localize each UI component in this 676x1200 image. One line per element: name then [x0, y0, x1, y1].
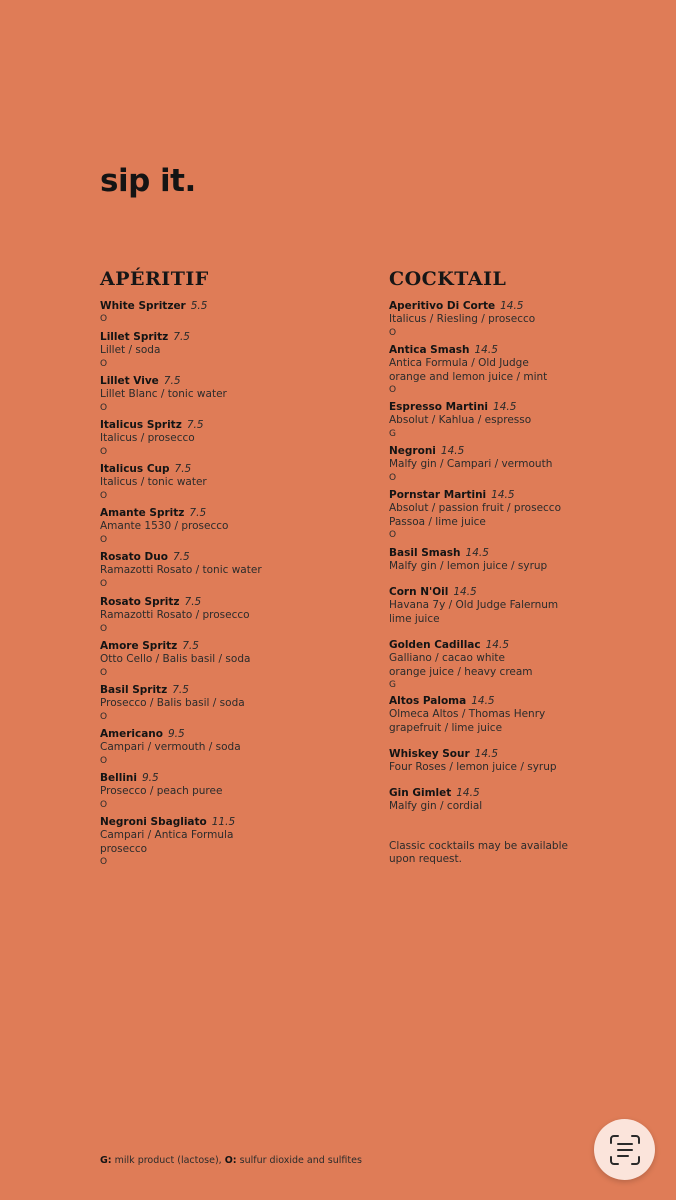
menu-item-name: Lillet Spritz: [100, 331, 169, 343]
menu-item-description: Campari / vermouth / soda: [100, 741, 241, 754]
menu-item-description: Malfy gin / Campari / vermouth: [389, 458, 553, 471]
menu-item-price: 14.5: [500, 300, 524, 312]
menu-item-description: Absolut / Kahlua / espresso: [389, 414, 532, 427]
menu-item-name: Americano: [100, 728, 163, 740]
menu-item-heading: [389, 300, 589, 313]
menu-item-heading: [389, 695, 589, 708]
menu-item-price: 7.5: [174, 463, 192, 475]
allergen-marker: O: [100, 402, 108, 413]
allergen-marker: O: [100, 623, 108, 634]
menu-item-heading: [100, 375, 350, 388]
menu-item-price: 14.5: [493, 401, 517, 413]
menu-item-name: Basil Spritz: [100, 684, 168, 696]
menu-item-price: 7.5: [186, 419, 204, 431]
menu-item-heading: [389, 748, 589, 761]
menu-item-heading: [389, 787, 589, 800]
allergen-marker: O: [389, 327, 397, 338]
allergen-marker: G: [389, 428, 396, 439]
menu-item: [100, 375, 350, 414]
allergen-marker: O: [100, 446, 108, 457]
menu-item-heading: [389, 586, 589, 599]
menu-item-description: Galliano / cacao white: [389, 652, 505, 665]
allergen-text-g: milk product (lactose),: [114, 1155, 222, 1166]
menu-item-description: Campari / Antica Formula: [100, 829, 234, 842]
scan-text-icon: [608, 1133, 642, 1167]
menu-item-description: Italicus / tonic water: [100, 476, 207, 489]
aperitif-title: APÉRITIF: [100, 268, 209, 290]
menu-item-price: 14.5: [474, 748, 499, 760]
menu-item-heading: [100, 596, 350, 609]
menu-item-heading: [100, 684, 350, 697]
menu-item-name: Italicus Cup: [100, 463, 170, 475]
menu-item-name: Basil Smash: [389, 547, 461, 559]
menu-item: [100, 551, 350, 590]
menu-item-price: 7.5: [182, 640, 199, 652]
menu-item-price: 7.5: [163, 375, 181, 387]
menu-item-description: Olmeca Altos / Thomas Henry: [389, 708, 546, 721]
menu-item-price: 7.5: [184, 596, 202, 608]
menu-item-description: Lillet / soda: [100, 344, 161, 357]
menu-item-heading: [389, 344, 589, 357]
menu-item: [100, 507, 350, 546]
menu-item-heading: [389, 401, 589, 414]
brand-title: sip it.: [100, 163, 196, 199]
menu-item: [100, 596, 350, 635]
allergen-marker: O: [100, 358, 108, 369]
menu-item: [389, 787, 589, 814]
menu-item-description: Havana 7y / Old Judge Falernum: [389, 599, 559, 612]
menu-item: [389, 695, 589, 735]
menu-item-name: Rosato Duo: [100, 551, 168, 563]
menu-item-description: Passoa / lime juice: [389, 515, 486, 528]
menu-item-name: Gin Gimlet: [389, 787, 452, 799]
menu-item-description: Ramazotti Rosato / tonic water: [100, 564, 262, 577]
menu-item-price: 5.5: [190, 300, 208, 312]
menu-item-price: 14.5: [485, 639, 510, 651]
menu-item-description: Antica Formula / Old Judge: [389, 357, 529, 370]
menu-item-description: Malfy gin / lemon juice / syrup: [389, 560, 548, 573]
menu-item: [389, 489, 589, 541]
menu-item-name: Negroni: [389, 445, 436, 457]
menu-item: [389, 344, 589, 396]
menu-item-heading: [100, 772, 350, 785]
allergen-marker: O: [100, 314, 108, 325]
menu-item-heading: [389, 639, 589, 652]
menu-item-description: Italicus / Riesling / prosecco: [389, 313, 536, 326]
menu-item: [100, 684, 350, 723]
menu-item: [100, 816, 350, 868]
menu-item-name: Whiskey Sour: [389, 748, 470, 760]
menu-item-name: Amante Spritz: [100, 507, 185, 519]
allergen-marker: O: [100, 856, 108, 867]
menu-item-name: Altos Paloma: [389, 695, 467, 707]
menu-item-price: 14.5: [465, 547, 489, 559]
menu-item-price: 7.5: [172, 684, 189, 696]
menu-item-name: Bellini: [100, 772, 137, 784]
menu-item: [389, 586, 589, 626]
allergen-marker: G: [389, 679, 396, 690]
allergen-marker: O: [389, 472, 397, 483]
menu-item-price: 9.5: [142, 772, 159, 784]
menu-item-description: Ramazotti Rosato / prosecco: [100, 609, 250, 622]
menu-item-heading: [100, 551, 350, 564]
allergen-marker: O: [100, 799, 108, 810]
cocktail-note: Classic cocktails may be available upon request.: [389, 840, 568, 866]
cocktail-title: COCKTAIL: [389, 268, 507, 290]
menu-item: [100, 419, 350, 458]
menu-item-name: Amore Spritz: [100, 640, 178, 652]
menu-item-name: Italicus Spritz: [100, 419, 182, 431]
menu-item: [100, 728, 350, 767]
menu-item-price: 7.5: [189, 507, 207, 519]
allergen-footnote: [100, 1155, 362, 1166]
allergen-marker: O: [389, 384, 397, 395]
menu-item-price: 14.5: [440, 445, 465, 457]
menu-item: [100, 331, 350, 370]
allergen-marker: O: [100, 711, 108, 722]
menu-item-name: Pornstar Martini: [389, 489, 487, 501]
menu-item-price: 7.5: [173, 331, 190, 343]
menu-item-description: prosecco: [100, 842, 148, 855]
menu-item-price: 11.5: [211, 816, 236, 828]
menu-item-description: grapefruit / lime juice: [389, 721, 503, 734]
allergen-marker: O: [100, 667, 108, 678]
menu-item-description: Italicus / prosecco: [100, 432, 195, 445]
menu-item-description: orange and lemon juice / mint: [389, 370, 548, 383]
menu-item-description: orange juice / heavy cream: [389, 665, 533, 678]
menu-item-name: Aperitivo Di Corte: [389, 300, 496, 312]
allergen-marker: O: [100, 490, 108, 501]
allergen-text-o: sulfur dioxide and sulfites: [239, 1155, 362, 1166]
menu-item-price: 14.5: [474, 344, 498, 356]
allergen-marker: O: [389, 529, 397, 540]
menu-item-description: Lillet Blanc / tonic water: [100, 388, 227, 401]
menu-item: [389, 300, 589, 339]
menu-item: [389, 639, 589, 691]
menu-item: [100, 300, 350, 325]
menu-item-name: Antica Smash: [389, 344, 470, 356]
menu-item: [100, 772, 350, 811]
menu-item-heading: [100, 419, 350, 432]
menu-item-heading: [389, 445, 589, 458]
menu-item-price: 14.5: [456, 787, 480, 799]
menu-item-name: Negroni Sbagliato: [100, 816, 207, 828]
menu-item-description: lime juice: [389, 612, 440, 625]
menu-item-heading: [100, 331, 350, 344]
menu-item-description: Four Roses / lemon juice / syrup: [389, 761, 557, 774]
menu-item: [100, 640, 350, 679]
menu-item-description: Absolut / passion fruit / prosecco: [389, 502, 562, 515]
menu-item-description: Prosecco / Balis basil / soda: [100, 697, 245, 710]
allergen-marker: O: [100, 534, 108, 545]
menu-item-name: Corn N'Oil: [389, 586, 449, 598]
menu-item-name: Espresso Martini: [389, 401, 489, 413]
menu-item-price: 14.5: [453, 586, 477, 598]
menu-item-heading: [100, 300, 350, 313]
allergen-key-o: O:: [224, 1155, 237, 1166]
menu-item-name: Golden Cadillac: [389, 639, 481, 651]
menu-item-description: Malfy gin / cordial: [389, 800, 483, 813]
menu-item-price: 14.5: [471, 695, 495, 707]
menu-item: [389, 748, 589, 775]
menu-item-description: Otto Cello / Balis basil / soda: [100, 653, 251, 666]
menu-item-price: 14.5: [491, 489, 515, 501]
aperitif-section: [100, 264, 350, 867]
menu-item: [389, 401, 589, 440]
menu-item-heading: [389, 547, 589, 560]
menu-item-price: 7.5: [172, 551, 190, 563]
menu-item-heading: [100, 463, 350, 476]
menu-item-description: Prosecco / peach puree: [100, 785, 223, 798]
menu-item-heading: [100, 640, 350, 653]
menu-item: [389, 445, 589, 484]
menu-item: [389, 547, 589, 574]
menu-item-heading: [100, 816, 350, 829]
menu-item-heading: [389, 489, 589, 502]
menu-item-description: Amante 1530 / prosecco: [100, 520, 229, 533]
allergen-marker: O: [100, 578, 108, 589]
scan-text-button[interactable]: [594, 1119, 655, 1180]
menu-item: [100, 463, 350, 502]
menu-item-heading: [100, 728, 350, 741]
menu-item-heading: [100, 507, 350, 520]
menu-item-price: 9.5: [167, 728, 185, 740]
menu-item-name: Rosato Spritz: [100, 596, 180, 608]
menu-item-name: Lillet Vive: [100, 375, 159, 387]
cocktail-section: [389, 264, 589, 866]
allergen-key-g: G:: [100, 1155, 112, 1166]
allergen-marker: O: [100, 755, 108, 766]
menu-item-name: White Spritzer: [100, 300, 186, 312]
